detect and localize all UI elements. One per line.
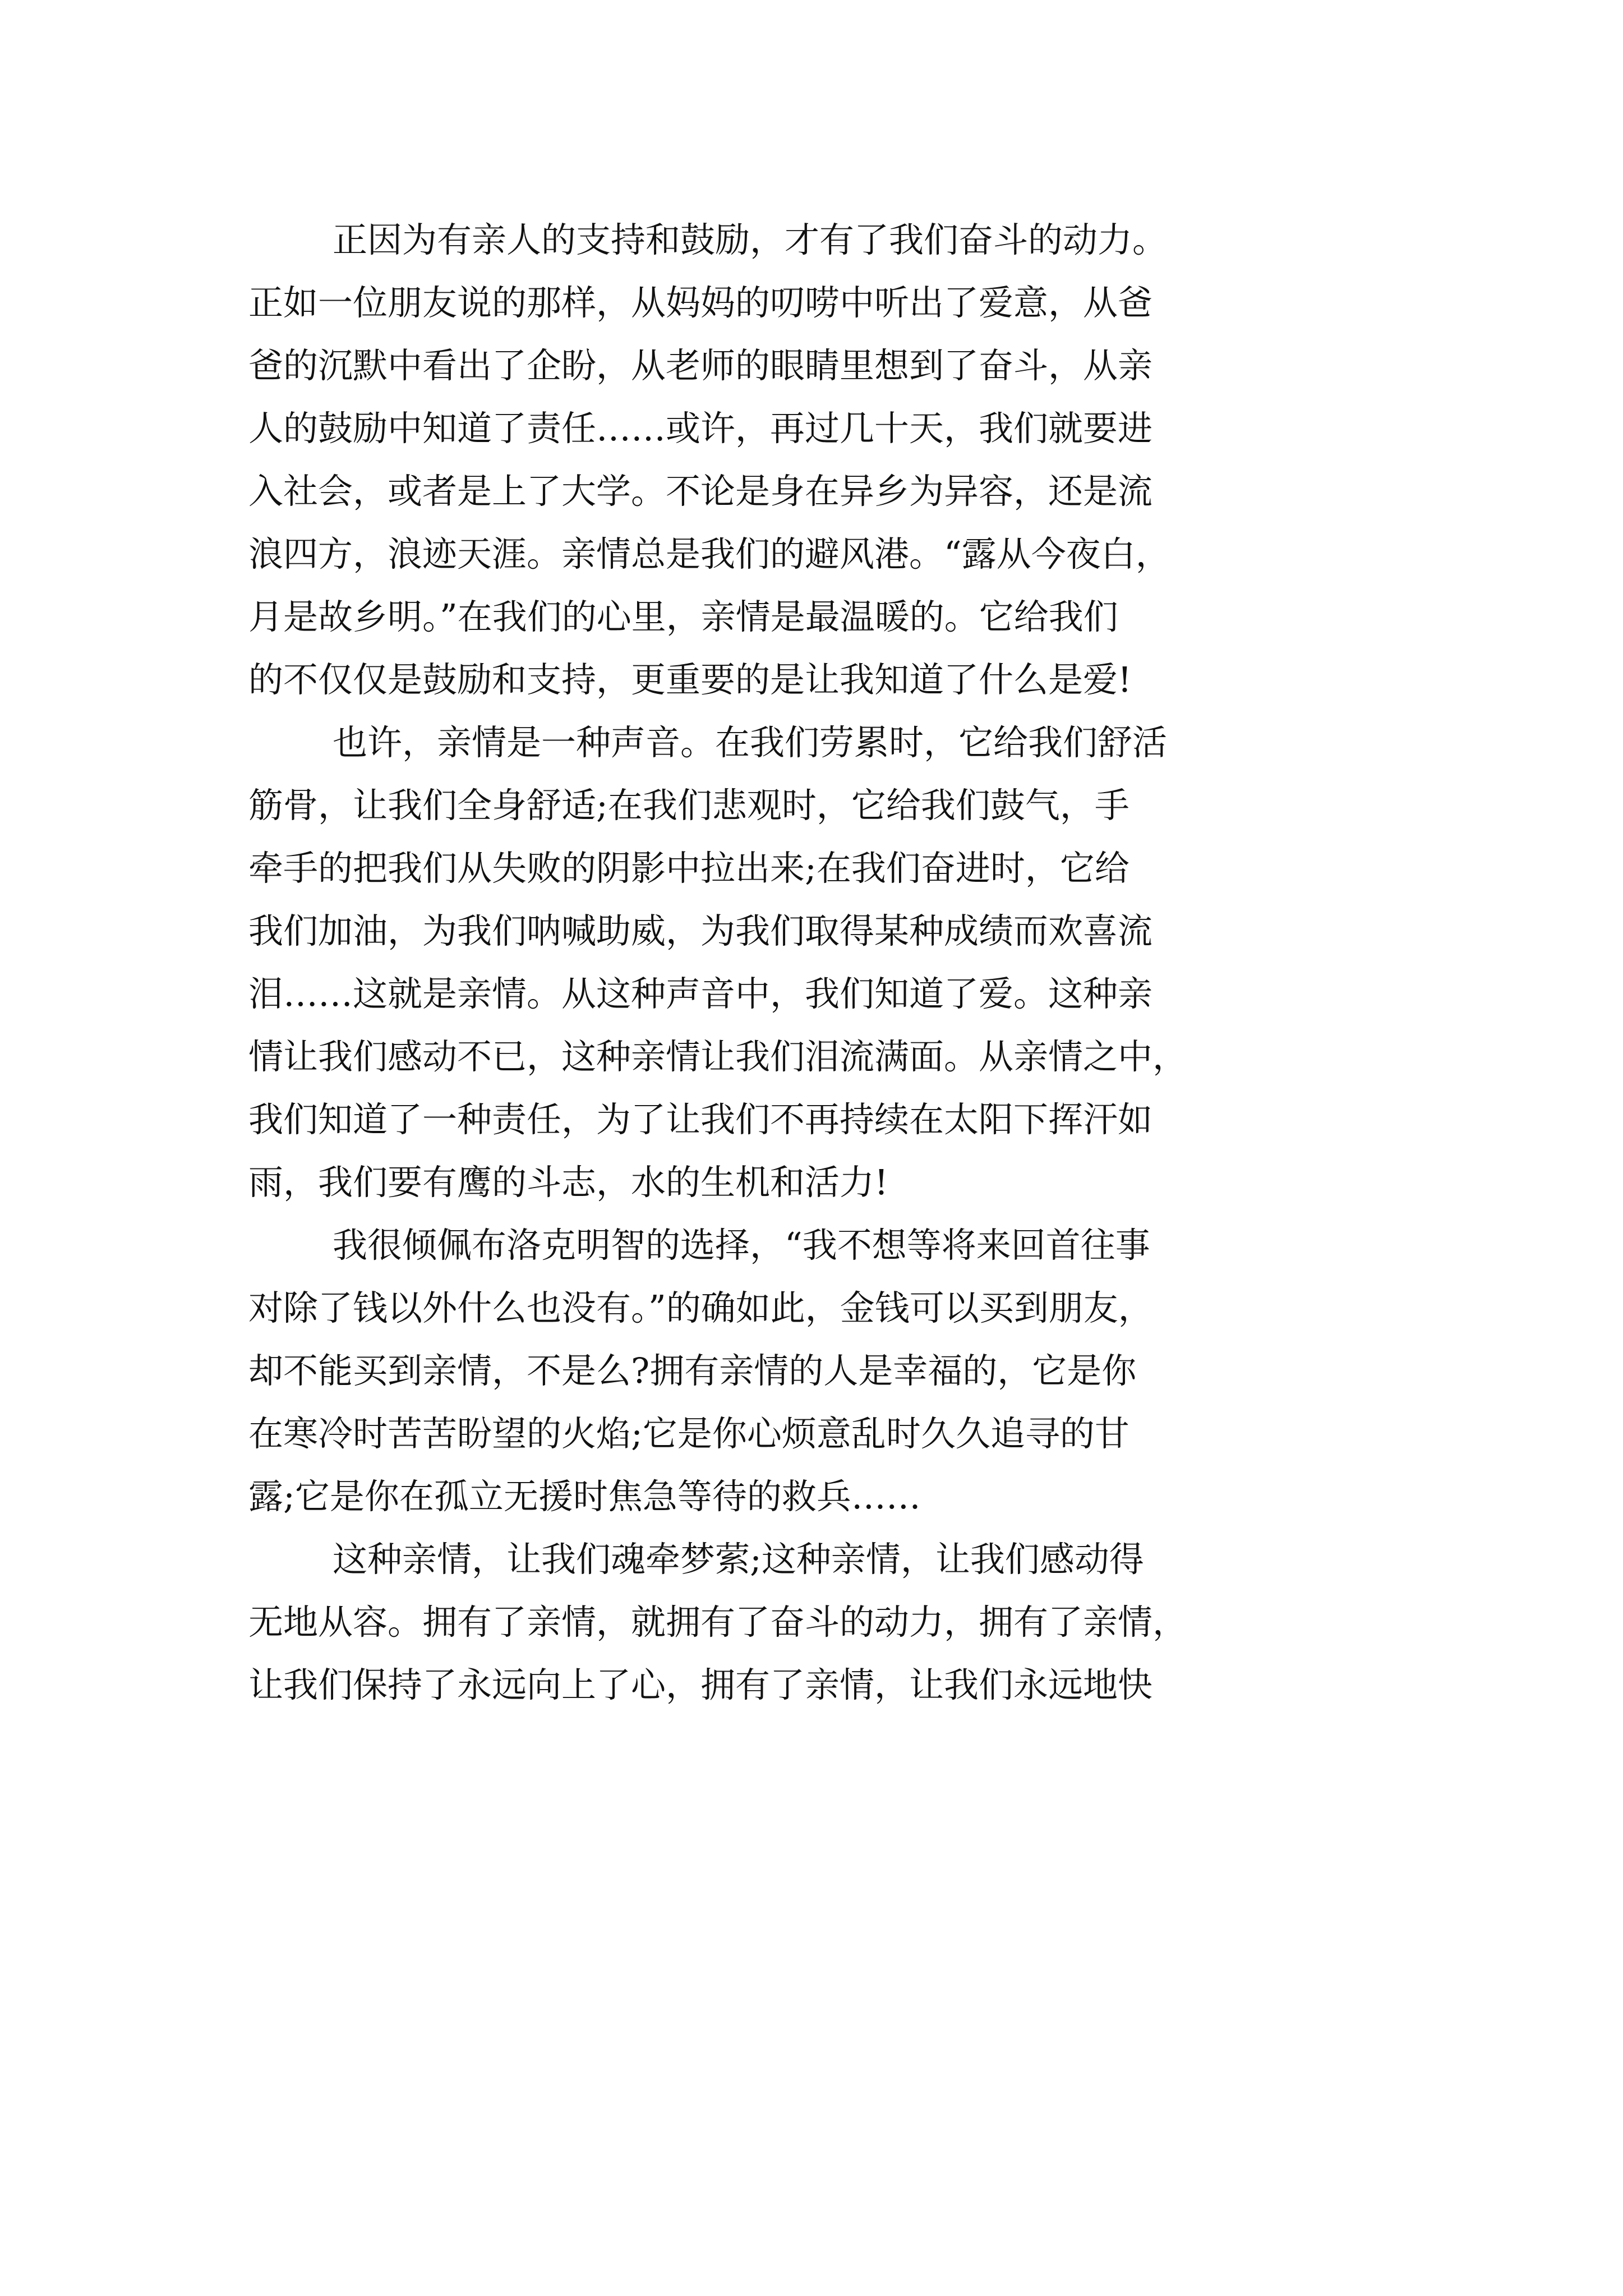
text-line: 雨，我们要有鹰的斗志，水的生机和活力! <box>248 1162 888 1203</box>
paragraph <box>248 209 1396 711</box>
text-line: 我们加油，为我们呐喊助威，为我们取得某种成绩而欢喜流 <box>248 910 1153 951</box>
text-line: 我们知道了一种责任，为了让我们不再持续在太阳下挥汗如 <box>248 1099 1153 1140</box>
text-line: 无地从容。拥有了亲情，就拥有了奋斗的动力，拥有了亲情， <box>248 1602 1188 1642</box>
text-line: 露;它是你在孤立无援时焦急等待的救兵…… <box>248 1476 921 1517</box>
paragraph <box>248 1528 1396 1717</box>
text-line: 让我们保持了永远向上了心，拥有了亲情，让我们永远地快 <box>248 1664 1153 1705</box>
text-line: 对除了钱以外什么也没有。”的确如此，金钱可以买到朋友， <box>248 1287 1153 1328</box>
text-line: 正如一位朋友说的那样，从妈妈的叨唠中听出了爱意，从爸 <box>248 282 1153 323</box>
text-line: 在寒冷时苦苦盼望的火焰;它是你心烦意乱时久久追寻的甘 <box>248 1413 1129 1454</box>
text-line: 这种亲情，让我们魂牵梦萦;这种亲情，让我们感动得 <box>333 1539 1144 1580</box>
text-line: 泪……这就是亲情。从这种声音中，我们知道了爱。这种亲 <box>248 973 1153 1014</box>
paragraph <box>248 1214 1396 1528</box>
text-line: 月是故乡明。”在我们的心里，亲情是最温暖的。它给我们 <box>248 596 1118 637</box>
text-line: 人的鼓励中知道了责任……或许，再过几十天，我们就要进 <box>248 408 1153 449</box>
text-line: 筋骨，让我们全身舒适;在我们悲观时，它给我们鼓气，手 <box>248 785 1129 826</box>
text-line: 牵手的把我们从失败的阴影中拉出来;在我们奋进时，它给 <box>248 848 1129 889</box>
text-line: 却不能买到亲情，不是么?拥有亲情的人是幸福的，它是你 <box>248 1350 1137 1391</box>
text-line: 正因为有亲人的支持和鼓励，才有了我们奋斗的动力。 <box>333 219 1168 260</box>
text-line: 也许，亲情是一种声音。在我们劳累时，它给我们舒活 <box>333 722 1168 763</box>
text-line: 入社会，或者是上了大学。不论是身在异乡为异容，还是流 <box>248 471 1153 512</box>
text-line: 情让我们感动不已，这种亲情让我们泪流满面。从亲情之中， <box>248 1036 1188 1077</box>
text-line: 爸的沉默中看出了企盼，从老师的眼睛里想到了奋斗，从亲 <box>248 345 1153 386</box>
text-line: 我很倾佩布洛克明智的选择，“我不想等将来回首往事 <box>333 1225 1150 1266</box>
text-line: 浪四方，浪迹天涯。亲情总是我们的避风港。“露从今夜白， <box>248 533 1170 574</box>
document-body <box>248 209 1396 1717</box>
paragraph <box>248 711 1396 1214</box>
text-line: 的不仅仅是鼓励和支持，更重要的是让我知道了什么是爱! <box>248 659 1132 700</box>
